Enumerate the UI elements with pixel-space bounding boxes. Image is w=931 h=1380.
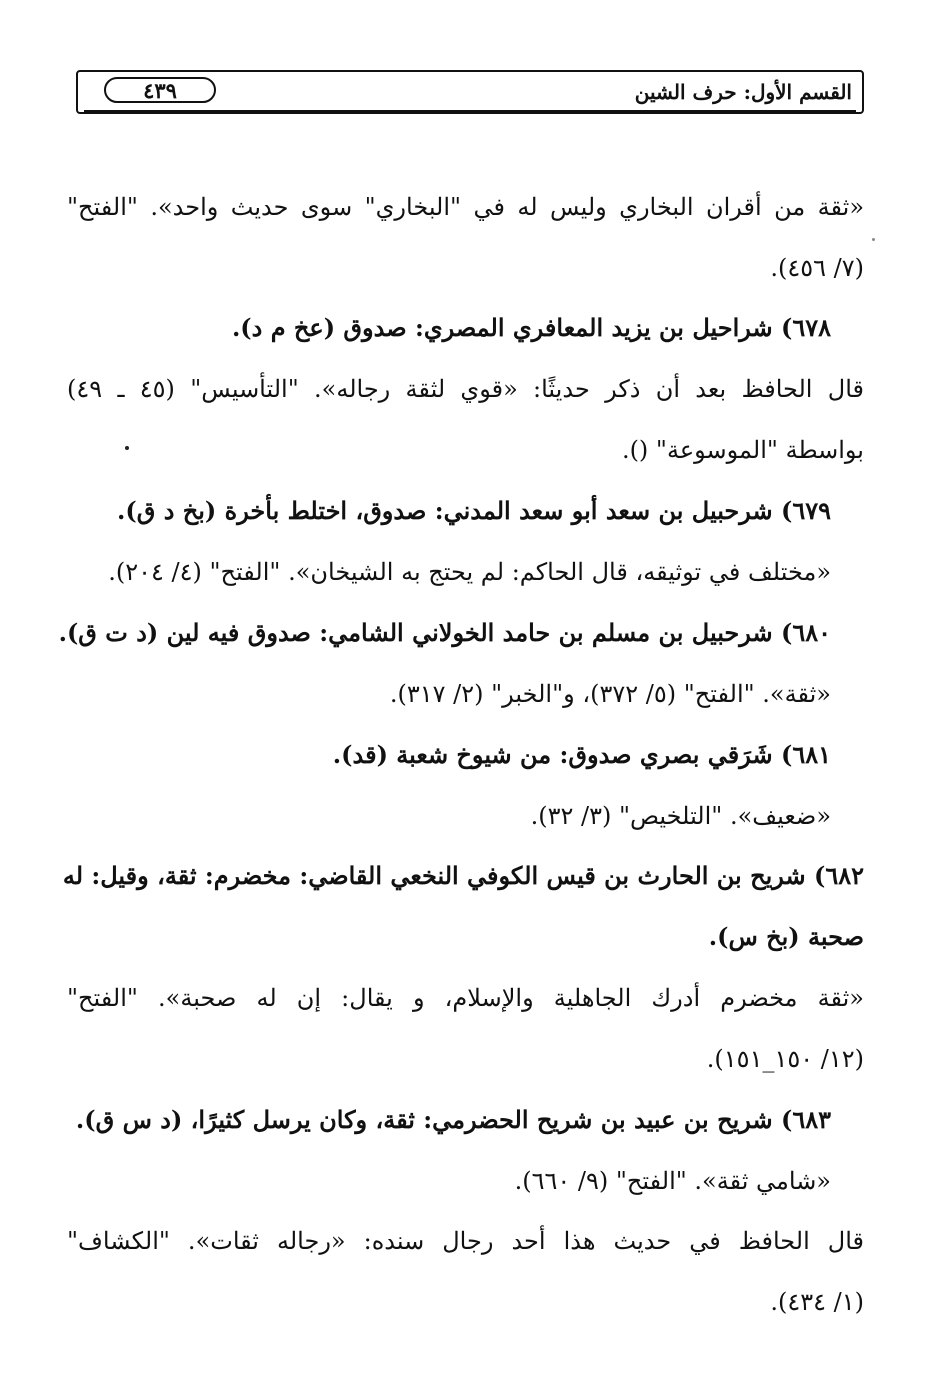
text-line: «ثقة مخضرم أدرك الجاهلية والإسلام، و يقال: إن له صحبة». "الفتح" <box>67 984 864 1012</box>
text-line: «شامي ثقة». "الفتح" (٩/ ٦٦٠). <box>514 1167 831 1195</box>
entry-heading: ٦٨٢) شريح بن الحارث بن قيس الكوفي النخعي القاضي: مخضرم: ثقة، وقيل: له <box>62 861 864 890</box>
entry-heading: ٦٨١) شَرَقي بصري صدوق: من شيوخ شعبة (قد). <box>332 740 831 769</box>
text-line: (١٢/ ١٥٠_١٥١). <box>706 1045 864 1073</box>
text-line: قال الحافظ بعد أن ذكر حديثًا: «قوي لثقة رجاله». "التأسيس" (٤٥ ـ ٤٩) <box>67 375 864 403</box>
text-line: «مختلف في توثيقه، قال الحاكم: لم يحتج به الشيخان». "الفتح" (٤/ ٢٠٤). <box>108 558 831 586</box>
text-line: (٧/ ٤٥٦). <box>770 254 864 282</box>
text-line: (١/ ٤٣٤). <box>770 1288 864 1316</box>
text-line: «ضعيف». "التلخيص" (٣/ ٣٢). <box>530 802 831 830</box>
text-line: «ثقة من أقران البخاري وليس له في "البخاري" سوى حديث واحد». "الفتح" <box>67 193 864 221</box>
text-line: قال الحافظ في حديث هذا أحد رجال سنده: «رجاله ثقات». "الكشاف" <box>67 1227 864 1255</box>
scan-speck <box>872 238 875 241</box>
page-number: ٤٣٩ <box>104 77 216 103</box>
running-header <box>76 70 864 114</box>
scan-speck <box>125 446 129 450</box>
text-line: بواسطة "الموسوعة" (). <box>621 436 864 464</box>
entry-heading: ٦٨٣) شريح بن عبيد بن شريح الحضرمي: ثقة، وكان يرسل كثيرًا، (د س ق). <box>75 1105 831 1134</box>
entry-heading: ٦٧٩) شرحبيل بن سعد أبو سعد المدني: صدوق، اختلط بأخرة (بخ د ق). <box>117 496 831 525</box>
entry-heading: ٦٨٠) شرحبيل بن مسلم بن حامد الخولاني الشامي: صدوق فيه لين (د ت ق). <box>58 618 831 647</box>
entry-heading: صحبة (بخ س). <box>708 922 864 951</box>
text-line: «ثقة». "الفتح" (٥/ ٣٧٢)، و"الخبر" (٢/ ٣١٧). <box>389 680 831 708</box>
entry-heading: ٦٧٨) شراحيل بن يزيد المعافري المصري: صدوق (عخ م د). <box>231 313 831 342</box>
header-title: القسم الأول: حرف الشين <box>634 80 852 104</box>
